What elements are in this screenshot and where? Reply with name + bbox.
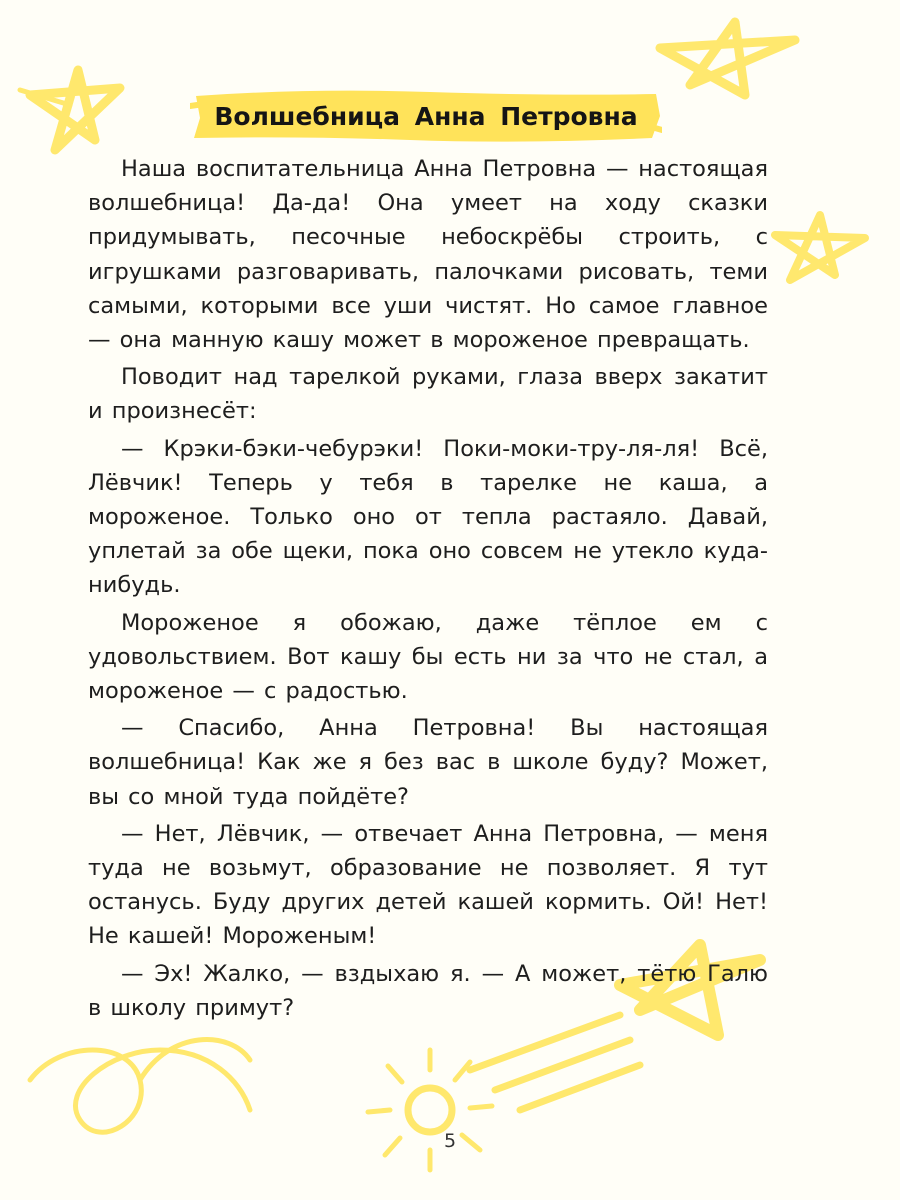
paragraph: — Нет, Лёвчик, — отвечает Анна Петровна, — меня туда не возьмут, образование не позволяет. Я тут останусь. Буду других детей кашей кормить. Ой! Нет! Не кашей! Мороженым!: [88, 820, 768, 950]
paragraph: — Спасибо, Анна Петровна! Вы настоящая волшебница! Как же я без вас в школе буду? Может, вы со мной туда пойдёте?: [88, 715, 768, 810]
story-text: [88, 152, 768, 1028]
paragraph: — Эх! Жалко, — вздыхаю я. — А может, тётю Галю в школу примут?: [88, 960, 768, 1021]
title-banner: [190, 86, 662, 146]
paragraph: Мороженое я обожаю, даже тёплое ем с удовольствием. Вот кашу бы есть ни за что не стал, а мороженое — с радостью.: [88, 609, 768, 705]
comet-trail-icon: [470, 1015, 640, 1110]
paragraph: Поводит над тарелкой руками, глаза вверх закатит и произнесёт:: [88, 364, 768, 425]
page-title: Волшебница Анна Петровна: [214, 101, 638, 131]
star-icon: [20, 70, 120, 150]
sun-icon: [368, 1050, 492, 1170]
page-number: 5: [443, 1130, 457, 1152]
swirl-icon: [30, 1040, 250, 1133]
star-icon: [660, 22, 795, 95]
paragraph: Наша воспитательница Анна Петровна — настоящая волшебница! Да-да! Она умеет на ходу сказки придумывать, песочные небоскрёбы строить, с игрушками разговаривать, палочками рисовать, теми самыми, которыми все уши чистят. Но самое главное — она манную кашу может в мороженое превращать.: [88, 156, 768, 354]
star-icon: [775, 215, 865, 280]
paragraph: — Крэки-бэки-чебурэки! Поки-моки-тру-ля-ля! Всё, Лёвчик! Теперь у тебя в тарелке не каша, а мороженое. Только оно от тепла растаяло. Давай, уплетай за обе щеки, пока оно совсем не утекло куда-нибудь.: [88, 435, 768, 599]
